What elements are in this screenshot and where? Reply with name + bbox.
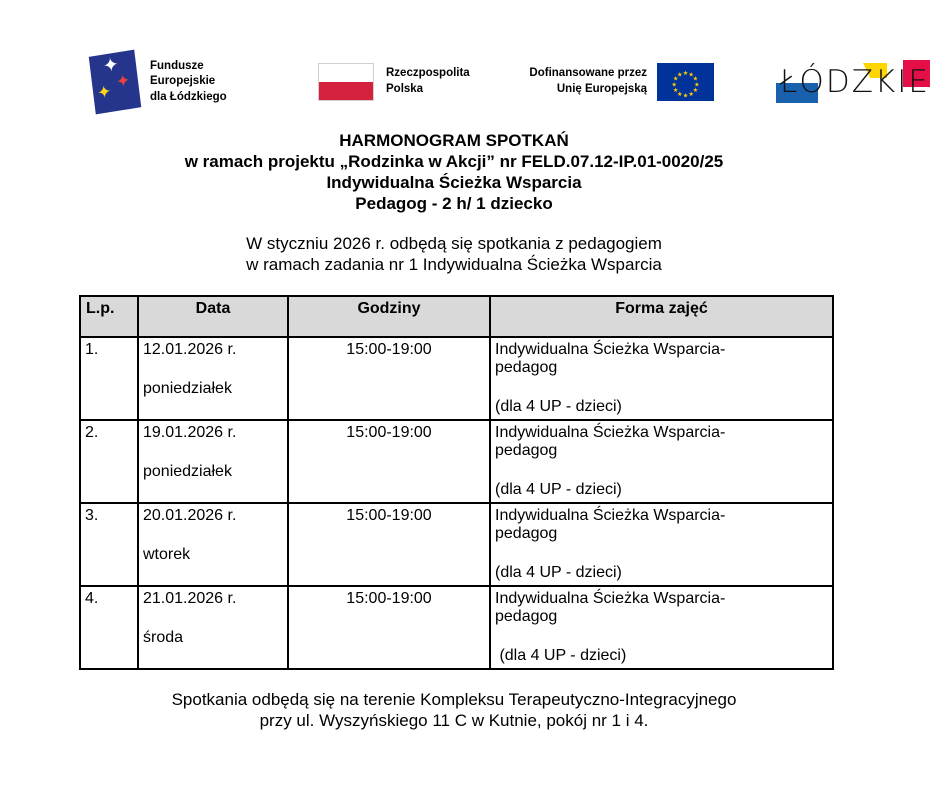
weekday: środa: [143, 629, 184, 646]
svg-text:★: ★: [672, 86, 679, 94]
header-godziny: Godziny: [288, 296, 490, 337]
form-cell: [490, 586, 833, 669]
title-line2: w ramach projektu „Rodzinka w Akcji” nr FELD.07.12-IP.01-0020/25: [184, 152, 724, 171]
form-line1: Indywidualna Ścieżka Wsparcia-: [495, 424, 726, 441]
date-cell: [138, 420, 288, 503]
date-cell: [138, 337, 288, 420]
title-line3: Indywidualna Ścieżka Wsparcia: [326, 173, 582, 192]
logo-lodzkie: [780, 57, 930, 107]
form-cell: [490, 420, 833, 503]
weekday: wtorek: [143, 546, 191, 563]
white-star-icon: ✦: [101, 54, 121, 78]
header-data: Data: [138, 296, 288, 337]
svg-text:★: ★: [692, 86, 699, 94]
header-lp: L.p.: [80, 296, 138, 337]
svg-text:★: ★: [672, 75, 679, 83]
eu-caption-line1: Dofinansowane przez: [529, 67, 647, 80]
eu-caption-line2: Unię Europejską: [556, 83, 647, 95]
hours-cell: 15:00-19:00: [288, 503, 490, 586]
svg-text:★: ★: [688, 71, 694, 79]
row-number: 3.: [80, 503, 138, 586]
eu-flag-icon: [657, 63, 714, 101]
form-line1: Indywidualna Ścieżka Wsparcia-: [495, 507, 726, 524]
logo-rzeczpospolita-polska: [318, 63, 486, 101]
form-line3: (dla 4 UP - dzieci): [495, 647, 627, 664]
document-title: [0, 130, 908, 214]
eu-logo-caption: [512, 66, 647, 97]
table-header-row: [80, 296, 833, 337]
fe-flag-icon: [89, 50, 142, 115]
svg-text:★: ★: [692, 75, 699, 83]
pl-caption-line1: Rzeczpospolita: [386, 67, 470, 80]
logos-header: [0, 0, 930, 118]
hours-cell: 15:00-19:00: [288, 337, 490, 420]
intro-text: [0, 233, 908, 275]
logo-fundusze-europejskie: [92, 53, 270, 111]
form-line2: pedagog: [495, 359, 558, 376]
date-value: 20.01.2026 r.: [143, 507, 237, 524]
svg-text:★: ★: [682, 69, 689, 77]
footer-text: [0, 689, 908, 731]
weekday: poniedziałek: [143, 463, 232, 480]
date-value: 21.01.2026 r.: [143, 590, 237, 607]
row-number: 4.: [80, 586, 138, 669]
form-cell: [490, 503, 833, 586]
form-line2: pedagog: [495, 442, 558, 459]
table-row: [80, 586, 833, 669]
form-cell: [490, 337, 833, 420]
pl-logo-caption: [386, 66, 486, 97]
table-row: [80, 420, 833, 503]
form-line3: (dla 4 UP - dzieci): [495, 564, 622, 581]
title-line1: HARMONOGRAM SPOTKAŃ: [339, 131, 569, 150]
lodzkie-wordmark: ŁÓDZKIE: [780, 64, 930, 100]
row-number: 1.: [80, 337, 138, 420]
fe-caption-line2: dla Łódzkiego: [150, 90, 227, 103]
svg-text:★: ★: [694, 81, 700, 89]
table-row: [80, 503, 833, 586]
header-forma: Forma zajęć: [490, 296, 833, 337]
intro-line1: W styczniu 2026 r. odbędą się spotkania z pedagogiem: [246, 234, 662, 253]
fe-logo-caption: [150, 59, 270, 106]
yellow-star-icon: ✦: [96, 81, 113, 103]
row-number: 2.: [80, 420, 138, 503]
title-line4: Pedagog - 2 h/ 1 dziecko: [355, 194, 553, 213]
svg-text:★: ★: [677, 91, 683, 99]
form-line2: pedagog: [495, 525, 558, 542]
form-line3: (dla 4 UP - dzieci): [495, 398, 622, 415]
pl-caption-line2: Polska: [386, 83, 424, 95]
svg-text:★: ★: [688, 91, 694, 99]
schedule-table: [79, 295, 834, 670]
weekday: poniedziałek: [143, 380, 232, 397]
fe-caption-line1: Fundusze Europejskie: [150, 59, 216, 88]
date-cell: [138, 503, 288, 586]
intro-line2: w ramach zadania nr 1 Indywidualna Ścieżka Wsparcia: [246, 255, 662, 274]
hours-cell: 15:00-19:00: [288, 420, 490, 503]
hours-cell: 15:00-19:00: [288, 586, 490, 669]
table-row: [80, 337, 833, 420]
svg-text:★: ★: [682, 92, 689, 100]
date-value: 12.01.2026 r.: [143, 341, 237, 358]
svg-text:★: ★: [677, 71, 683, 79]
svg-text:★: ★: [671, 81, 677, 89]
footer-line1: Spotkania odbędą się na terenie Kompleksu Terapeutyczno-Integracyjnego: [171, 690, 737, 709]
form-line1: Indywidualna Ścieżka Wsparcia-: [495, 590, 726, 607]
red-star-icon: ✦: [114, 70, 132, 92]
date-value: 19.01.2026 r.: [143, 424, 237, 441]
date-cell: [138, 586, 288, 669]
footer-line2: przy ul. Wyszyńskiego 11 C w Kutnie, pokój nr 1 i 4.: [259, 711, 649, 730]
form-line2: pedagog: [495, 608, 558, 625]
form-line1: Indywidualna Ścieżka Wsparcia-: [495, 341, 726, 358]
polish-flag-icon: [318, 63, 374, 101]
form-line3: (dla 4 UP - dzieci): [495, 481, 622, 498]
logo-eu-cofunding: [512, 63, 714, 101]
